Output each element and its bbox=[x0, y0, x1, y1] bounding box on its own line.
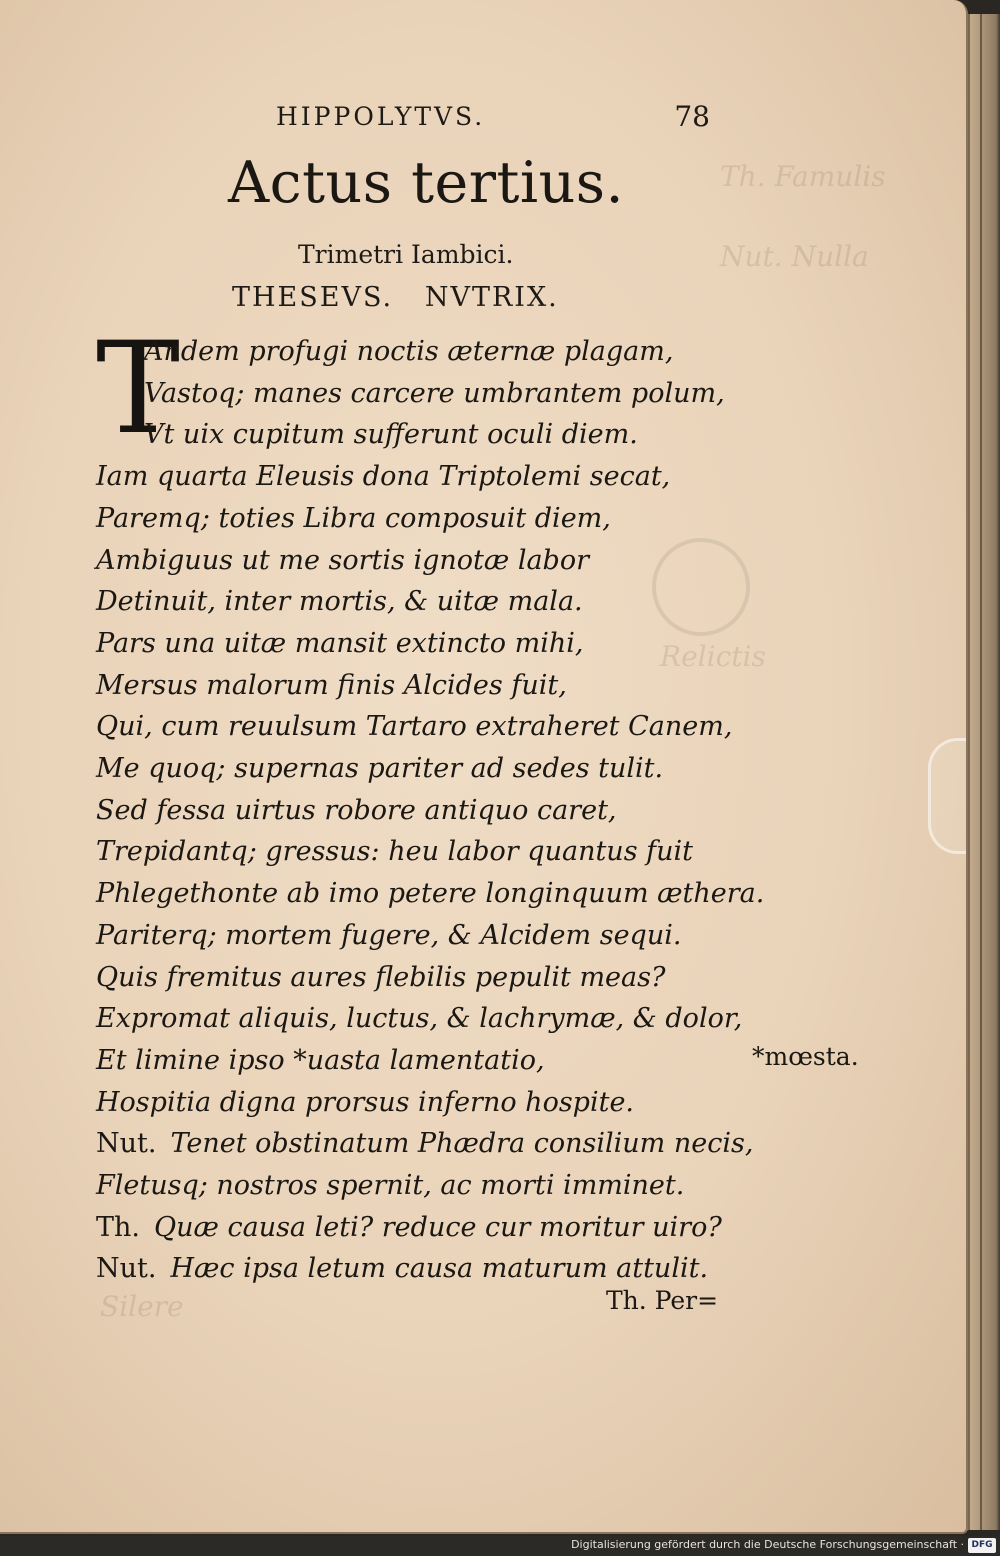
verse-line bbox=[96, 670, 796, 701]
catchword: Th. Per= bbox=[606, 1286, 719, 1315]
verse-text: Ambiguus ut me sortis ignotæ labor bbox=[96, 544, 590, 576]
verse-line bbox=[96, 461, 796, 492]
verse-line bbox=[96, 1212, 796, 1243]
verse-text: Quis fremitus aures flebilis pepulit meas? bbox=[96, 961, 666, 993]
verse-line bbox=[96, 503, 796, 534]
verse-text: Hospitia digna prorsus inferno hospite. bbox=[96, 1086, 635, 1118]
verse-line bbox=[96, 1087, 796, 1118]
meter-heading: Trimetri Iambici. bbox=[298, 240, 514, 269]
verse-line bbox=[96, 795, 796, 826]
bleed-through: Relictis bbox=[660, 640, 766, 673]
verse-line bbox=[144, 419, 844, 450]
verse-line bbox=[96, 920, 796, 951]
verse-line bbox=[96, 1128, 796, 1159]
verse-text: Sed fessa uirtus robore antiquo caret, bbox=[96, 794, 617, 826]
verse-text: Quæ causa leti? reduce cur moritur uiro? bbox=[153, 1211, 722, 1243]
verse-text: Pars una uitæ mansit extincto mihi, bbox=[96, 627, 584, 659]
verse-line bbox=[96, 878, 796, 909]
verse-line bbox=[96, 753, 796, 784]
verse-text: Detinuit, inter mortis, & uitæ mala. bbox=[96, 586, 583, 618]
verse-line bbox=[96, 962, 796, 993]
verse-text: Fletusq; nostros spernit, ac morti imminet. bbox=[96, 1170, 685, 1201]
speaker-label: Nut. bbox=[96, 1128, 157, 1160]
verse-text: Andem profugi noctis æternæ plagam, bbox=[144, 336, 674, 367]
verse-line bbox=[96, 628, 796, 659]
page-number: 78 bbox=[674, 100, 710, 133]
verse-text: Mersus malorum finis Alcides fuit, bbox=[96, 669, 567, 701]
verse-line bbox=[96, 711, 796, 742]
verse-text: Hæc ipsa letum causa maturum attulit. bbox=[170, 1253, 709, 1285]
verse-text: Vt uix cupitum sufferunt oculi diem. bbox=[144, 419, 638, 451]
verse-line bbox=[96, 1253, 796, 1284]
bleed-through: Th. Famulis bbox=[720, 160, 886, 193]
verse-text: Paremq; toties Libra composuit diem, bbox=[96, 502, 611, 534]
verse-text: Et limine ipso *uasta lamentatio, bbox=[96, 1044, 545, 1076]
funding-credit: Digitalisierung gefördert durch die Deutsche Forschungsgemeinschaft · bbox=[571, 1538, 964, 1551]
verse-line bbox=[96, 586, 796, 617]
act-title: Actus tertius. bbox=[228, 150, 625, 216]
speaker-heading: THESEVS. NVTRIX. bbox=[232, 282, 559, 313]
bleed-through: Nut. Nulla bbox=[720, 240, 869, 273]
verse-line bbox=[96, 545, 796, 576]
verse-text: Phlegethonte ab imo petere longinquum æthera. bbox=[96, 878, 765, 910]
verse-text: Pariterq; mortem fugere, & Alcidem sequi. bbox=[96, 919, 682, 951]
verse-text: Me quoq; supernas pariter ad sedes tulit. bbox=[96, 753, 664, 784]
verse-line bbox=[96, 836, 796, 867]
verse-line bbox=[144, 336, 844, 367]
marginal-note: *mœsta. bbox=[752, 1042, 859, 1071]
footer-bar bbox=[0, 1536, 1000, 1556]
page-clip bbox=[928, 738, 968, 854]
running-title: HIPPOLYTVS. bbox=[276, 102, 486, 131]
verse-text: Vastoq; manes carcere umbrantem polum, bbox=[144, 377, 725, 409]
verse-text: Iam quarta Eleusis dona Triptolemi secat, bbox=[96, 461, 671, 493]
verse-text: Trepidantq; gressus: heu labor quantus fuit bbox=[96, 836, 694, 868]
verse-text: Expromat aliquis, luctus, & lachrymæ, & dolor, bbox=[96, 1003, 743, 1035]
running-head bbox=[276, 102, 716, 142]
dfg-logo-icon: DFG bbox=[968, 1538, 996, 1553]
bleed-through: Silere bbox=[100, 1290, 184, 1323]
verse-line bbox=[96, 1170, 796, 1201]
speaker-label: Nut. bbox=[96, 1253, 157, 1285]
speaker-label: Th. bbox=[96, 1211, 140, 1243]
verse-line bbox=[144, 378, 844, 409]
verse-line bbox=[96, 1003, 796, 1034]
drop-cap: T bbox=[96, 315, 181, 462]
verse-line bbox=[96, 1045, 796, 1076]
verse-text: Qui, cum reuulsum Tartaro extraheret Canem, bbox=[96, 711, 733, 743]
verse-text: Tenet obstinatum Phædra consilium necis, bbox=[170, 1128, 754, 1160]
